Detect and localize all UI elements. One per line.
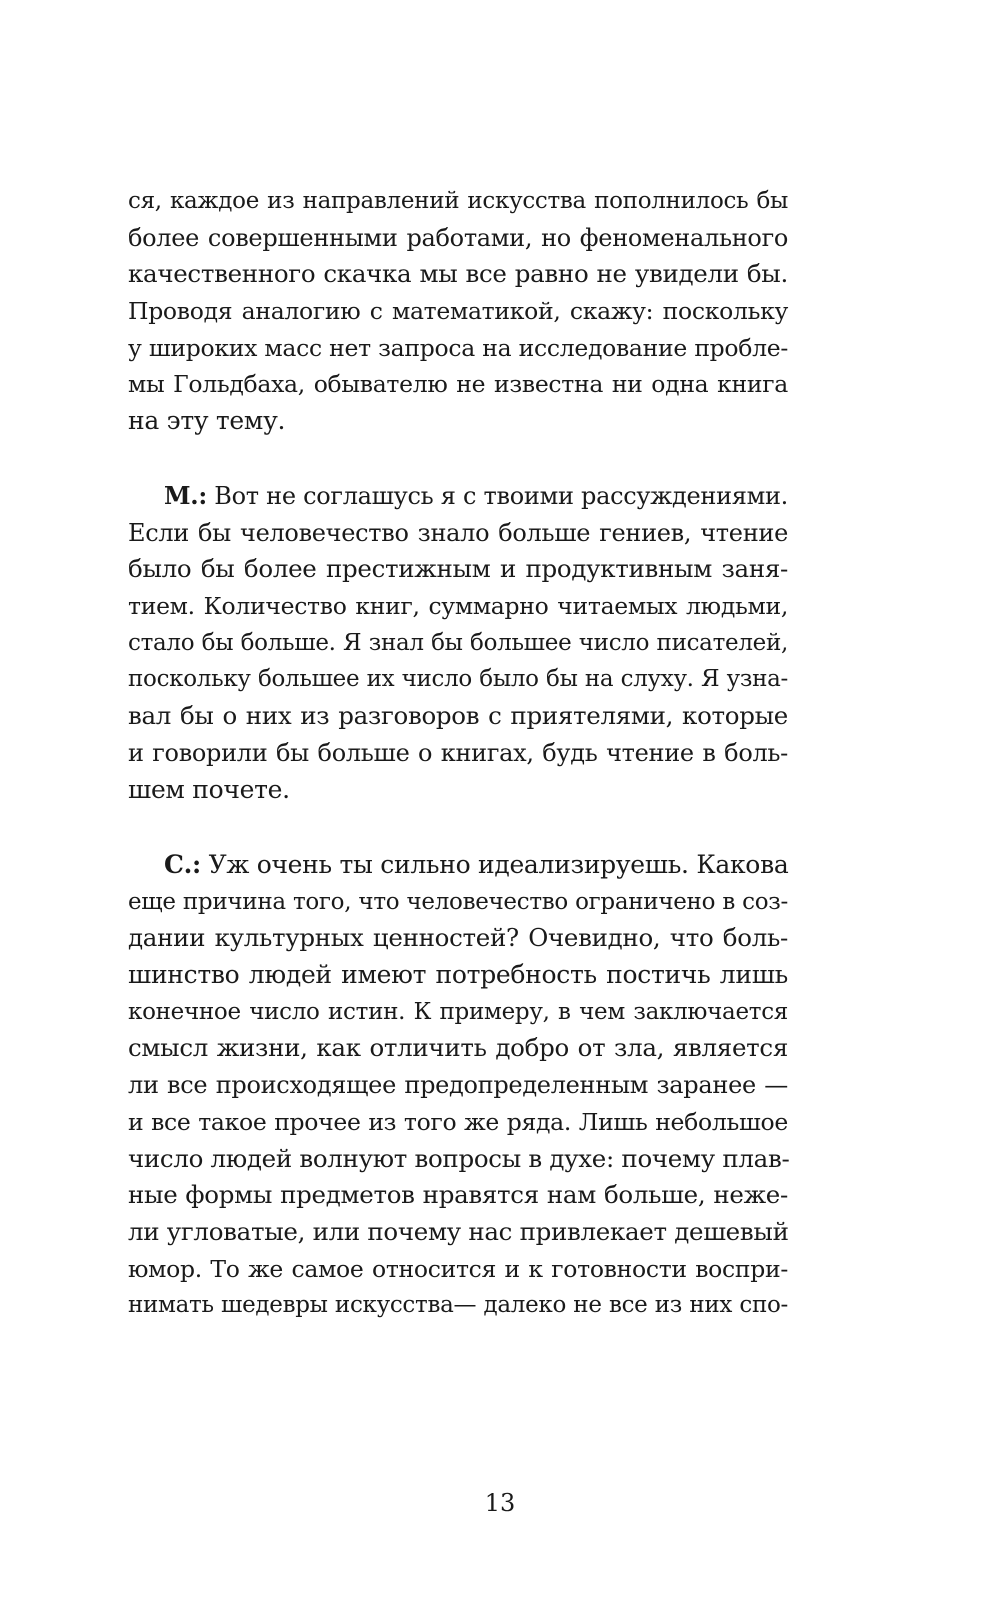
paragraph-continuation: [128, 183, 788, 440]
speaker-label: М.:: [164, 481, 207, 510]
text-line: ли угловатые, или почему нас привлекает дешевый: [128, 1216, 789, 1246]
text-line: поскольку большее их число было бы на слуху. Я узна-: [128, 666, 788, 693]
text-line-first: [128, 847, 788, 884]
paragraph-s: [128, 847, 788, 1324]
text-line: дании культурных ценностей? Очевидно, что боль-: [128, 923, 788, 953]
text-line: ные формы предметов нравятся нам больше, неже-: [128, 1180, 788, 1210]
text-line: ли все происходящее предопределенным заранее —: [128, 1071, 788, 1100]
text-line-first: [128, 478, 788, 515]
text-line: юмор. То же самое относится и к готовности воспри-: [128, 1254, 788, 1283]
text-line: вал бы о них из разговоров с приятелями, которые: [128, 701, 788, 731]
text-line: тием. Количество книг, суммарно читаемых людьми,: [128, 592, 788, 621]
text-line: было бы более престижным и продуктивным заня-: [128, 554, 788, 584]
text-line-rest: Вот не соглашусь я с твоими рассуждениями.: [206, 482, 788, 510]
text-line: смысл жизни, как отличить добро от зла, является: [128, 1033, 788, 1063]
text-line: число людей волнуют вопросы в духе: почему плав-: [128, 1143, 790, 1173]
text-line: на эту тему.: [128, 406, 286, 436]
text-line: мы Гольдбаха, обывателю не известна ни одна книга: [128, 370, 788, 399]
text-line: и все такое прочее из того же ряда. Лишь небольшое: [128, 1107, 788, 1136]
speaker-label: С.:: [164, 850, 201, 879]
text-line: Если бы человечество знало больше гениев, чтение: [128, 518, 788, 547]
text-line-rest: Уж очень ты сильно идеализируешь. Какова: [200, 850, 789, 879]
text-line: шинство людей имеют потребность постичь лишь: [128, 960, 788, 990]
text-line: более совершенными работами, но феноменального: [128, 223, 788, 252]
text-line: шем почете.: [128, 774, 290, 804]
paragraph-m: [128, 478, 788, 808]
text-line: у широких масс нет запроса на исследование пробле-: [128, 333, 788, 362]
text-line: нимать шедевры искусства— далеко не все из них спо-: [128, 1292, 788, 1319]
text-line: конечное число истин. К примеру, в чем заключается: [128, 998, 788, 1025]
text-line: стало бы больше. Я знал бы большее число писателей,: [128, 629, 788, 656]
page-number: 13: [484, 1489, 516, 1517]
text-line: и говорили бы больше о книгах, будь чтение в боль-: [128, 738, 788, 767]
text-line: еще причина того, что человечество ограничено в соз-: [128, 888, 788, 915]
text-line: качественного скачка мы все равно не увидели бы.: [128, 259, 788, 289]
text-line: Проводя аналогию с математикой, скажу: поскольку: [128, 297, 788, 326]
text-line: ся, каждое из направлений искусства пополнилось бы: [128, 188, 788, 214]
